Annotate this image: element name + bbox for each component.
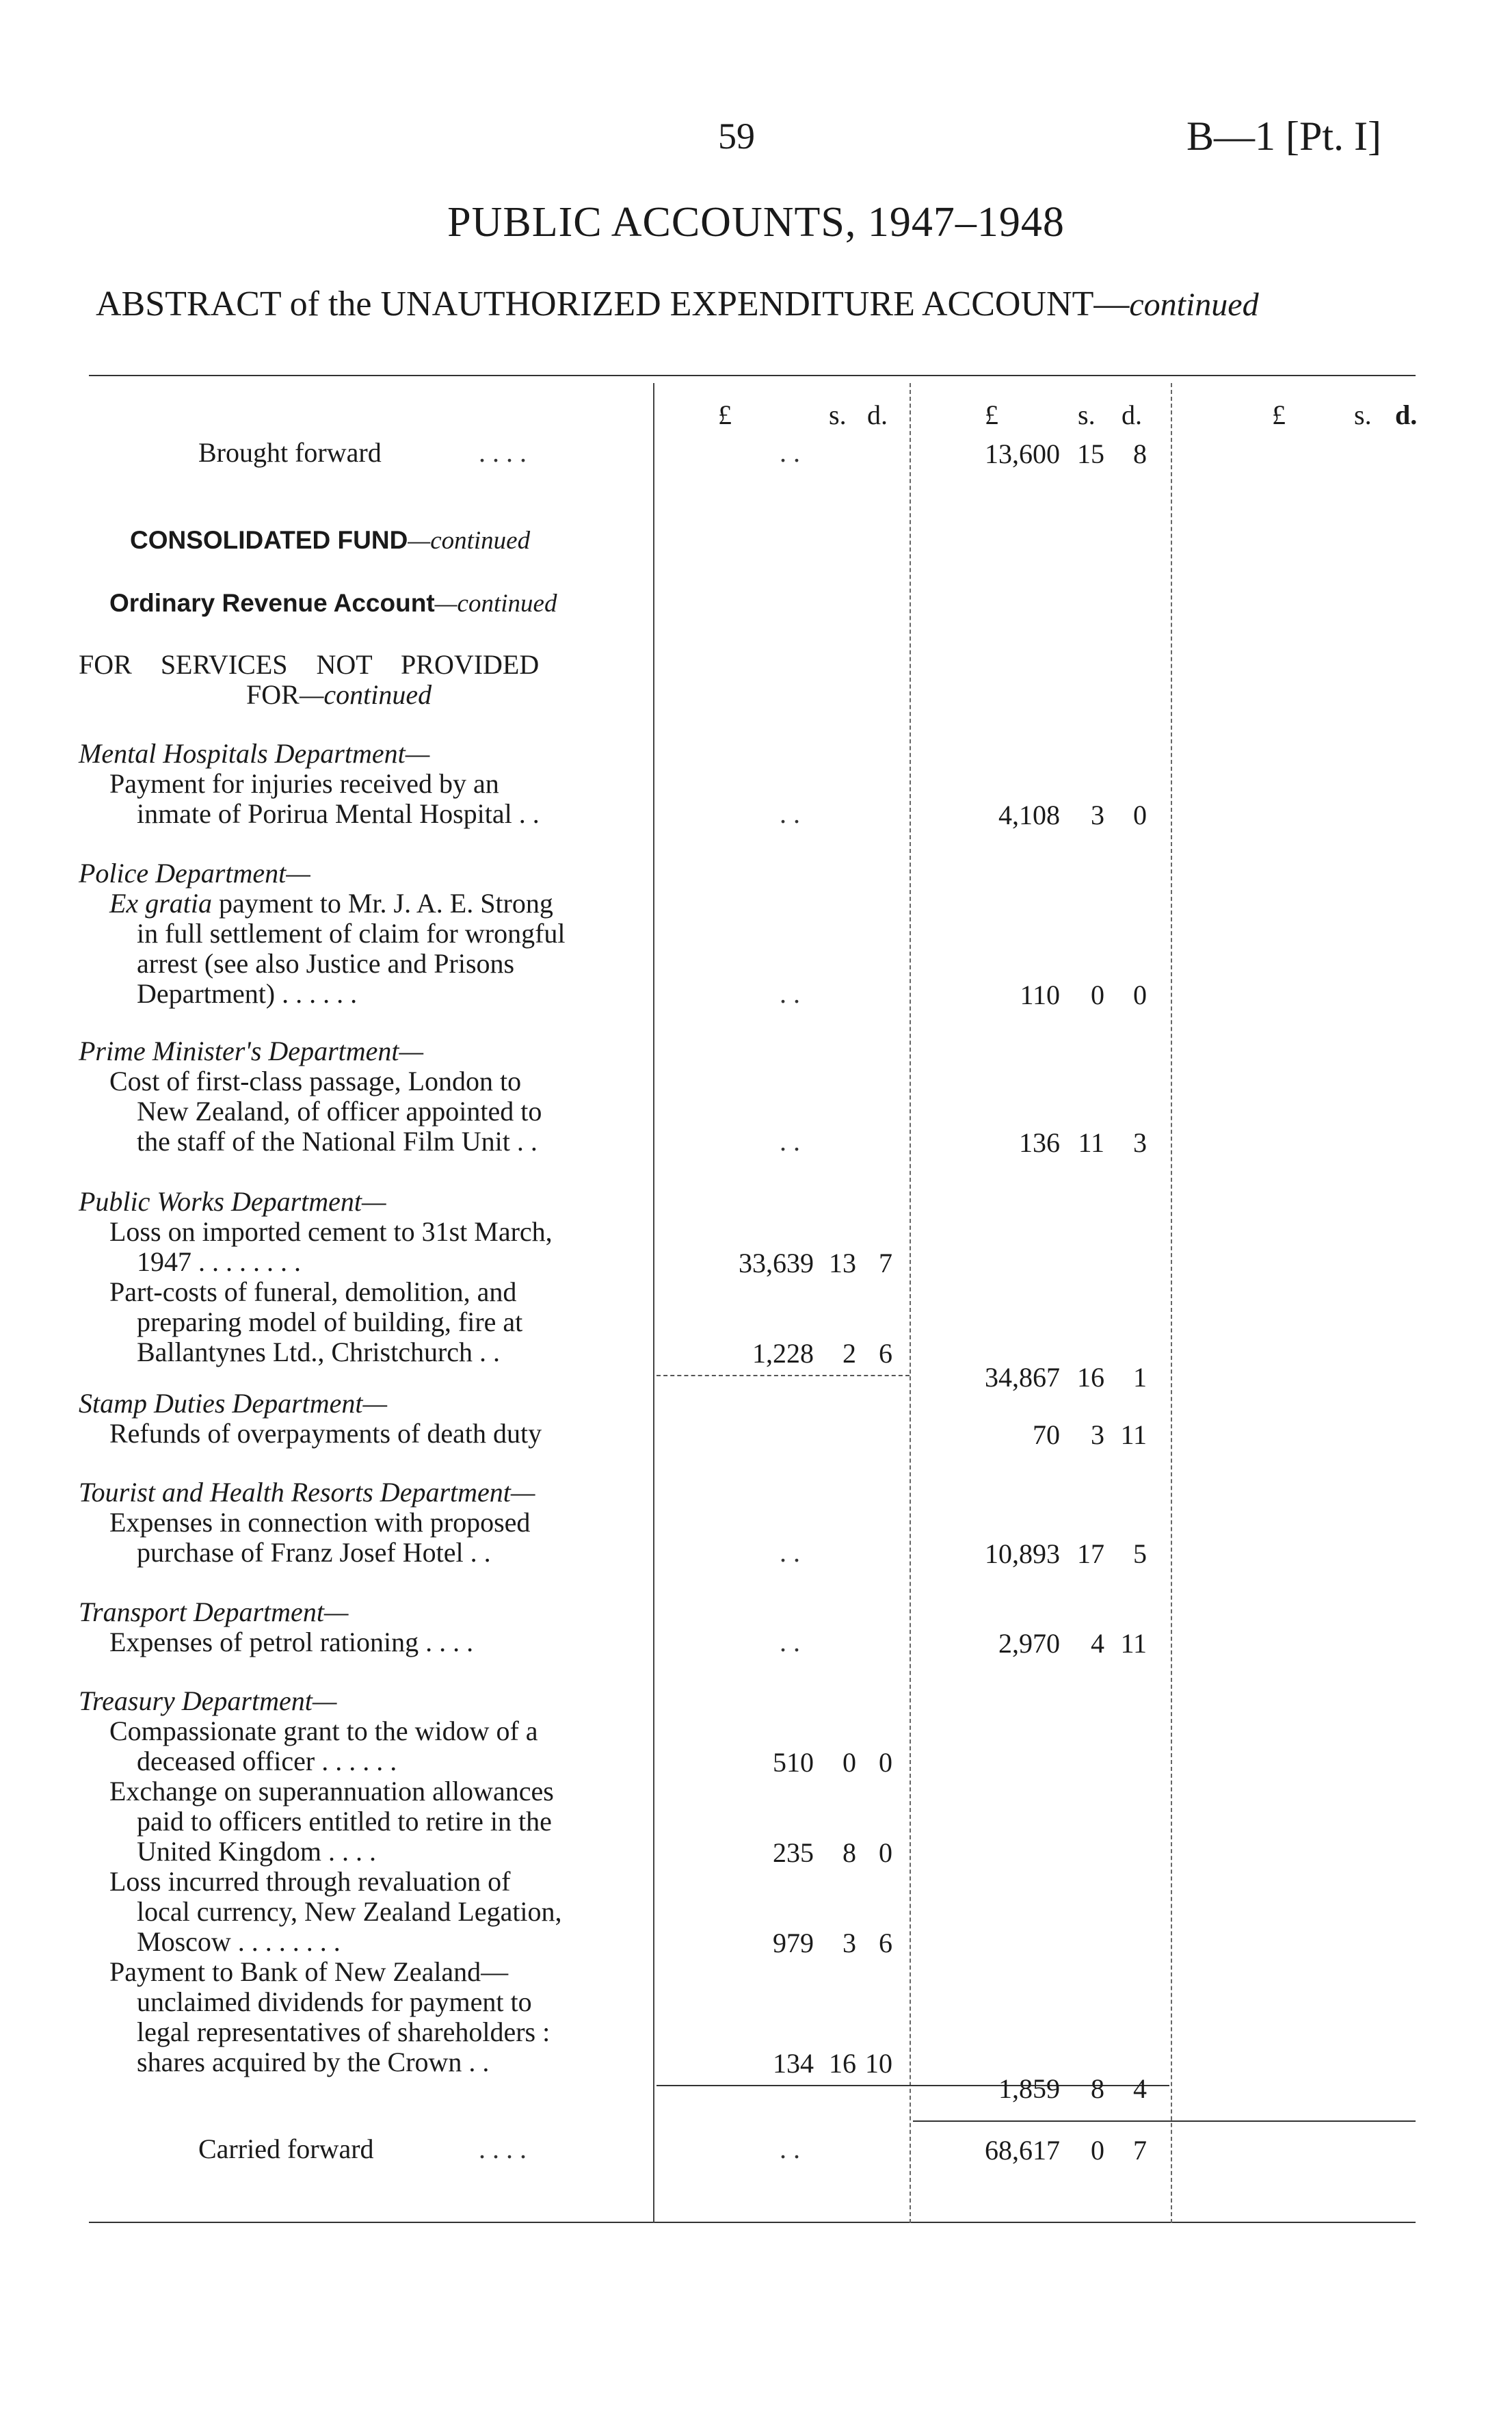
works-line3: Part-costs of funeral, demolition, and — [109, 1276, 517, 1307]
brought-forward-pence: 8 — [1133, 438, 1147, 469]
police-col1: . . — [780, 978, 800, 1009]
stamp-dept: Stamp Duties Department— — [79, 1388, 388, 1419]
works-total-pounds: 34,867 — [985, 1362, 1060, 1393]
works-total-shillings: 16 — [1077, 1362, 1104, 1393]
treasury-b-line3: United Kingdom . . . . — [137, 1836, 376, 1867]
table-top-rule — [89, 375, 1416, 376]
services-heading-line2 — [246, 680, 432, 710]
column-divider-1 — [653, 383, 654, 2223]
page-subtitle — [96, 284, 1259, 324]
mental-line2: inmate of Porirua Mental Hospital . . — [137, 798, 540, 829]
works-item2-shillings: 2 — [843, 1338, 856, 1369]
police-line1-text: payment to Mr. J. A. E. Strong — [211, 888, 553, 919]
treasury-c-line3: Moscow . . . . . . . . — [137, 1926, 341, 1957]
treasury-total-pence: 4 — [1133, 2073, 1147, 2104]
tourist-pence: 5 — [1133, 1538, 1147, 1569]
document-reference: B—1 [Pt. I] — [1186, 114, 1381, 159]
police-ex-gratia: Ex gratia — [109, 888, 212, 919]
tourist-dept: Tourist and Health Resorts Department— — [79, 1477, 535, 1508]
police-pounds: 110 — [1020, 980, 1060, 1010]
police-line1 — [109, 889, 553, 919]
table-bottom-rule — [89, 2222, 1416, 2223]
col3-shilling-header: s. — [1354, 399, 1372, 430]
prime-shillings: 11 — [1078, 1127, 1104, 1158]
mental-shillings: 3 — [1091, 800, 1104, 830]
works-line4: preparing model of building, fire at — [137, 1306, 523, 1337]
treasury-b-line1: Exchange on superannuation allowances — [109, 1776, 554, 1806]
brought-forward-label: Brought forward — [198, 437, 382, 468]
works-line1: Loss on imported cement to 31st March, — [109, 1216, 553, 1247]
mental-dept: Mental Hospitals Department— — [79, 738, 430, 769]
col1-pence-header: d. — [867, 399, 888, 430]
services-heading-continued: —continued — [299, 679, 432, 710]
page-title: PUBLIC ACCOUNTS, 1947–1948 — [447, 199, 1065, 246]
prime-line3: the staff of the National Film Unit . . — [137, 1126, 538, 1157]
treasury-c-pence: 6 — [879, 1928, 892, 1958]
subtitle-continued: continued — [1129, 287, 1259, 323]
transport-pounds: 2,970 — [998, 1628, 1060, 1659]
mental-pence: 0 — [1133, 800, 1147, 830]
account-heading — [109, 588, 557, 619]
treasury-a-line2: deceased officer . . . . . . — [137, 1746, 397, 1776]
services-heading-line1: FOR SERVICES NOT PROVIDED — [79, 649, 540, 680]
carried-forward-label: Carried forward — [198, 2133, 374, 2164]
subtitle-main: ABSTRACT of the UNAUTHORIZED EXPENDITURE ACCOUNT— — [96, 285, 1130, 324]
fund-heading — [130, 525, 530, 556]
treasury-b-pence: 0 — [879, 1837, 892, 1868]
works-item2-pounds: 1,228 — [752, 1338, 814, 1369]
col1-pound-header: £ — [718, 399, 732, 430]
transport-col1: . . — [780, 1627, 800, 1657]
stamp-line1: Refunds of overpayments of death duty — [109, 1418, 542, 1449]
mental-col1: . . — [780, 798, 800, 829]
treasury-d-line1: Payment to Bank of New Zealand— — [109, 1956, 509, 1987]
prime-line2: New Zealand, of officer appointed to — [137, 1096, 542, 1127]
transport-shillings: 4 — [1091, 1628, 1104, 1659]
works-total-pence: 1 — [1133, 1362, 1147, 1393]
police-dept: Police Department— — [79, 858, 310, 889]
transport-dept: Transport Department— — [79, 1596, 349, 1627]
page-number: 59 — [718, 116, 755, 157]
stamp-pounds: 70 — [1033, 1419, 1060, 1450]
fund-heading-continued: —continued — [408, 527, 531, 555]
carried-forward-pence: 7 — [1133, 2135, 1147, 2166]
police-pence: 0 — [1133, 980, 1147, 1010]
works-item1-pence: 7 — [879, 1248, 892, 1278]
carried-forward-rule — [913, 2120, 1416, 2122]
col1-shilling-header: s. — [829, 399, 847, 430]
police-shillings: 0 — [1091, 980, 1104, 1010]
tourist-line2: purchase of Franz Josef Hotel . . — [137, 1537, 491, 1568]
works-dept: Public Works Department— — [79, 1186, 386, 1217]
treasury-c-line2: local currency, New Zealand Legation, — [137, 1896, 562, 1927]
prime-pounds: 136 — [1019, 1127, 1060, 1158]
treasury-total-shillings: 8 — [1091, 2073, 1104, 2104]
prime-dept: Prime Minister's Department— — [79, 1036, 424, 1066]
treasury-c-pounds: 979 — [773, 1928, 814, 1958]
treasury-dept: Treasury Department— — [79, 1685, 337, 1716]
works-line5: Ballantynes Ltd., Christchurch . . — [137, 1337, 501, 1367]
treasury-d-line3: legal representatives of shareholders : — [137, 2016, 551, 2047]
brought-forward-shillings: 15 — [1077, 438, 1104, 469]
mental-line1: Payment for injuries received by an — [109, 768, 499, 799]
col2-pence-header: d. — [1122, 399, 1142, 430]
brought-forward-pounds: 13,600 — [985, 438, 1060, 469]
fund-heading-text: CONSOLIDATED FUND — [130, 526, 408, 554]
carried-forward-shillings: 0 — [1091, 2135, 1104, 2166]
brought-forward-col1: . . — [780, 437, 800, 468]
works-line2: 1947 . . . . . . . . — [137, 1246, 301, 1277]
treasury-a-line1: Compassionate grant to the widow of a — [109, 1716, 538, 1746]
col3-pound-header: £ — [1272, 399, 1286, 430]
treasury-b-pounds: 235 — [773, 1837, 814, 1868]
prime-line1: Cost of first-class passage, London to — [109, 1066, 522, 1096]
works-subtotal-rule — [656, 1375, 910, 1376]
services-heading-for: FOR — [246, 679, 300, 710]
carried-forward-col1: . . — [780, 2133, 800, 2164]
police-line2: in full settlement of claim for wrongful — [137, 918, 566, 949]
col3-pence-header: d. — [1395, 399, 1418, 430]
treasury-a-pence: 0 — [879, 1747, 892, 1778]
treasury-d-line2: unclaimed dividends for payment to — [137, 1986, 532, 2017]
police-line4: Department) . . . . . . — [137, 978, 358, 1009]
treasury-a-shillings: 0 — [843, 1747, 856, 1778]
carried-forward-pounds: 68,617 — [985, 2135, 1060, 2166]
works-item2-pence: 6 — [879, 1338, 892, 1369]
tourist-pounds: 10,893 — [985, 1538, 1060, 1569]
col2-shilling-header: s. — [1078, 399, 1096, 430]
prime-pence: 3 — [1133, 1127, 1147, 1158]
mental-pounds: 4,108 — [998, 800, 1060, 830]
treasury-b-line2: paid to officers entitled to retire in the — [137, 1806, 552, 1837]
column-divider-3 — [1171, 383, 1172, 2223]
tourist-shillings: 17 — [1077, 1538, 1104, 1569]
account-heading-text: Ordinary Revenue Account — [109, 589, 435, 617]
treasury-d-shillings: 16 — [829, 2048, 856, 2079]
treasury-d-pence: 10 — [865, 2048, 892, 2079]
transport-pence: 11 — [1120, 1628, 1147, 1659]
account-heading-continued: —continued — [434, 590, 557, 618]
transport-line1: Expenses of petrol rationing . . . . — [109, 1627, 474, 1657]
works-item1-pounds: 33,639 — [739, 1248, 814, 1278]
stamp-shillings: 3 — [1091, 1419, 1104, 1450]
col2-pound-header: £ — [985, 399, 998, 430]
works-item1-shillings: 13 — [829, 1248, 856, 1278]
treasury-total-pounds: 1,859 — [998, 2073, 1060, 2104]
treasury-b-shillings: 8 — [843, 1837, 856, 1868]
treasury-c-shillings: 3 — [843, 1928, 856, 1958]
treasury-a-pounds: 510 — [773, 1747, 814, 1778]
police-line3: arrest (see also Justice and Prisons — [137, 948, 515, 979]
carried-forward-leader: . . . . — [479, 2133, 527, 2164]
brought-forward-leader: . . . . — [479, 437, 527, 468]
prime-col1: . . — [780, 1126, 800, 1157]
treasury-d-line4: shares acquired by the Crown . . — [137, 2047, 490, 2077]
column-divider-2 — [910, 383, 911, 2223]
tourist-line1: Expenses in connection with proposed — [109, 1507, 531, 1538]
tourist-col1: . . — [780, 1537, 800, 1568]
treasury-d-pounds: 134 — [773, 2048, 814, 2079]
treasury-c-line1: Loss incurred through revaluation of — [109, 1866, 511, 1897]
stamp-pence: 11 — [1120, 1419, 1147, 1450]
